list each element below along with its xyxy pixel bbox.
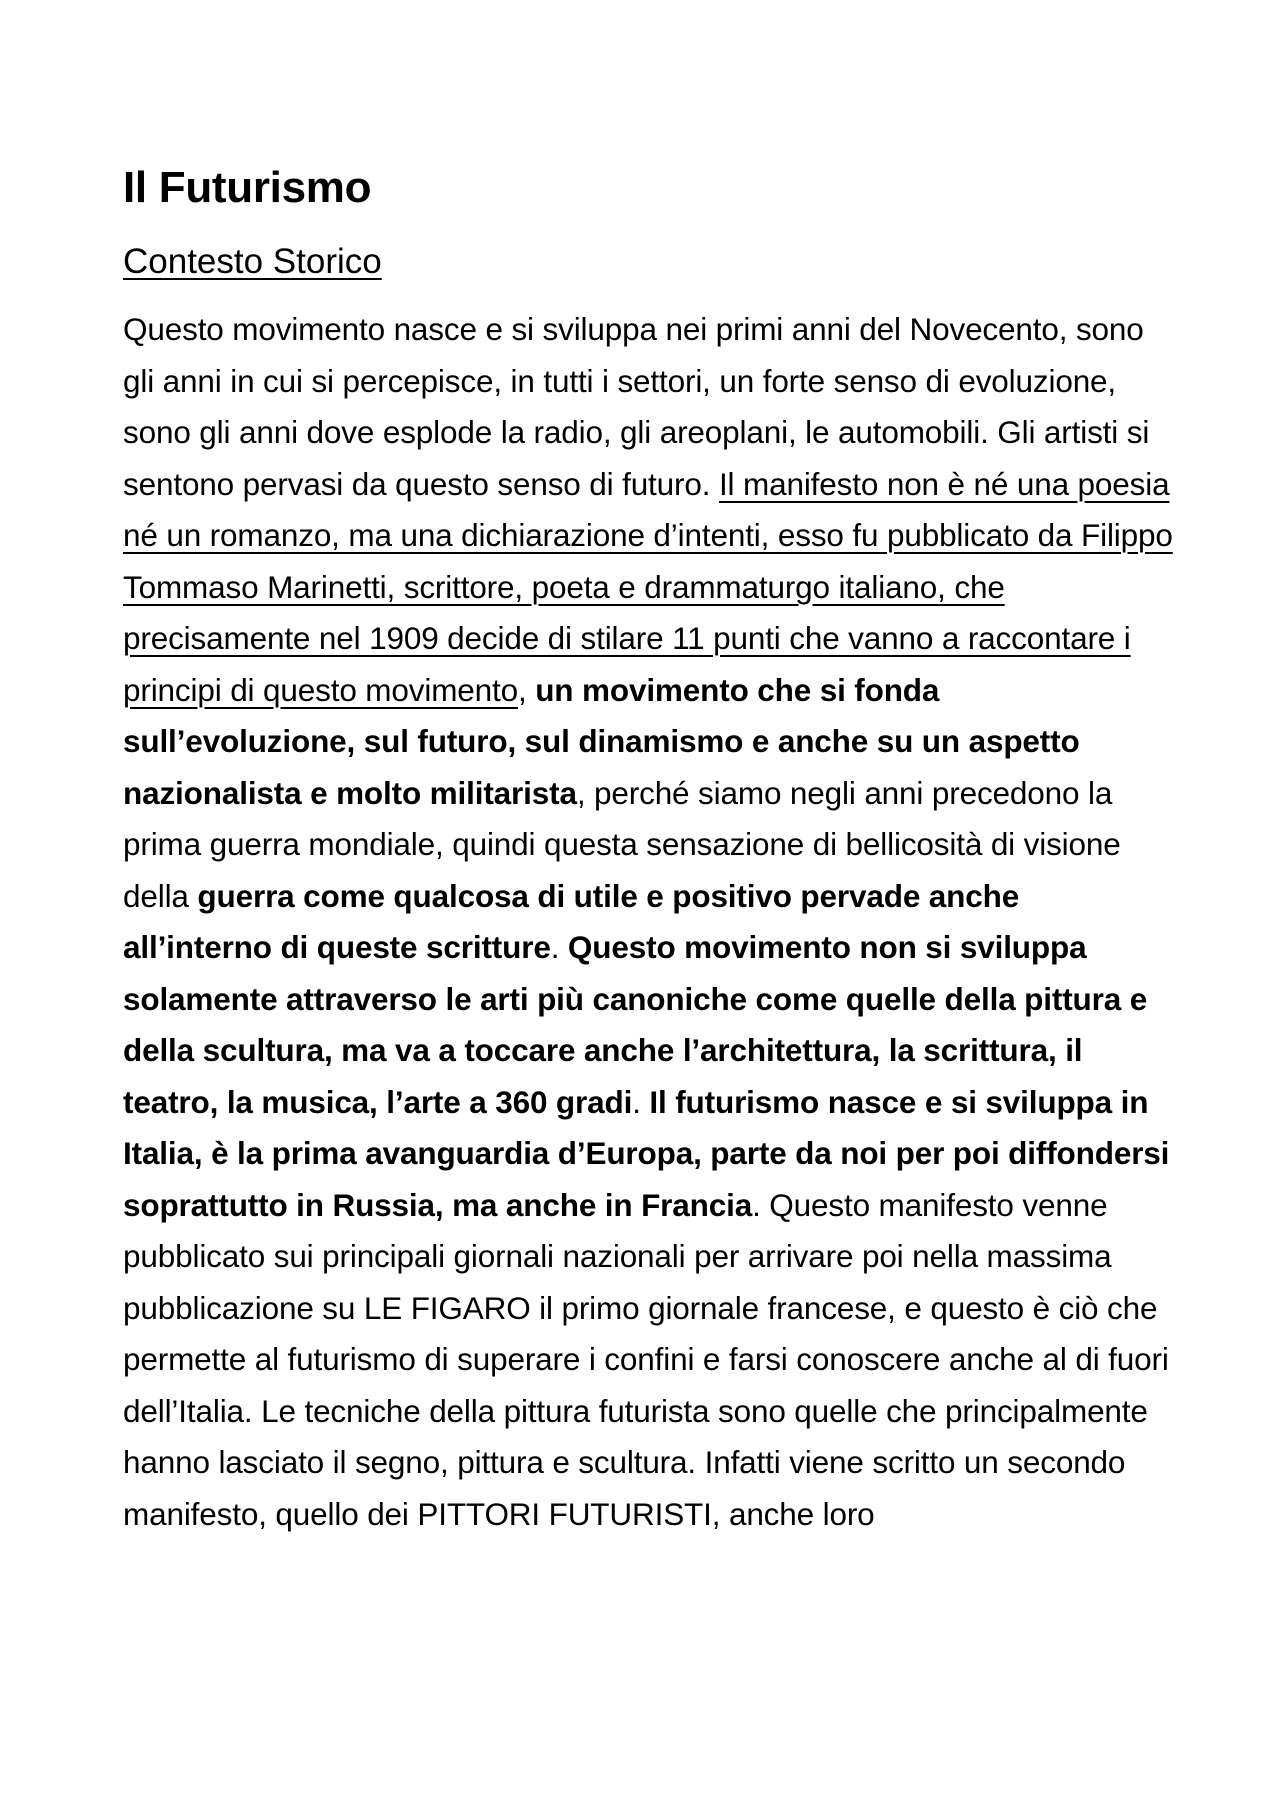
text-run-bold: guerra come qualcosa di utile e positivo pervade anche all’interno di queste scritture bbox=[123, 877, 1020, 965]
text-run-bold: Il futurismo nasce e si sviluppa in Italia, è la prima avanguardia d’Europa, parte da noi per poi diffondersi soprattutto in Russia, ma anche in Francia bbox=[123, 1083, 1170, 1223]
text-run-underlined: Il manifesto non è né una poesia né un romanzo, ma una dichiarazione d’intenti, esso fu pubblicato da Filippo Tommaso Marinetti, scrittore, poeta e drammaturgo italiano, che precisamente nel 1909 decide di stilare 11 punti che vanno a raccontare i principi di questo movimento bbox=[123, 465, 1173, 708]
text-run-bold: Questo movimento non si sviluppa solamente attraverso le arti più canoniche come quelle della pittura e della scultura, ma va a toccare anche l’architettura, la scrittura, il teatro, la musica, l’arte a 360 gradi bbox=[123, 929, 1148, 1120]
section-heading: Contesto Storico bbox=[123, 242, 382, 281]
text-run: . bbox=[550, 929, 568, 965]
text-run: , bbox=[518, 671, 536, 708]
text-run: , perché siamo negli anni precedono la prima guerra mondiale, quindi questa sensazione di bellicosità di visione della bbox=[123, 774, 1121, 914]
document-title: Il Futurismo bbox=[123, 163, 372, 212]
text-run: Questo movimento nasce e si sviluppa nei primi anni del Novecento, sono gli anni in cui si percepisce, in tutti i settori, un forte senso di evoluzione, sono gli anni dove esplode la radio, gli areoplani, le automobili. Gli artisti si sentono pervasi da questo senso di futuro. bbox=[123, 311, 1150, 502]
text-run: . bbox=[632, 1083, 650, 1120]
text-run-bold: un movimento che si fonda sull’evoluzione, sul futuro, sul dinamismo e anche su un aspetto nazionalista e molto militarista bbox=[123, 671, 1080, 811]
text-run: . Questo manifesto venne pubblicato sui principali giornali nazionali per arrivare poi nella massima pubblicazione su LE FIGARO il primo giornale francese, e questo è ciò che permette al futurismo di superare i confini e farsi conoscere anche al di fuori dell’Italia. Le tecniche della pittura futurista sono quelle che principalmente hanno lasciato il segno, pittura e scultura. Infatti viene scritto un secondo manifesto, quello dei PITTORI FUTURISTI, anche loro bbox=[123, 1186, 1169, 1532]
document-content bbox=[123, 160, 1173, 1540]
body-paragraph bbox=[123, 304, 1173, 1540]
